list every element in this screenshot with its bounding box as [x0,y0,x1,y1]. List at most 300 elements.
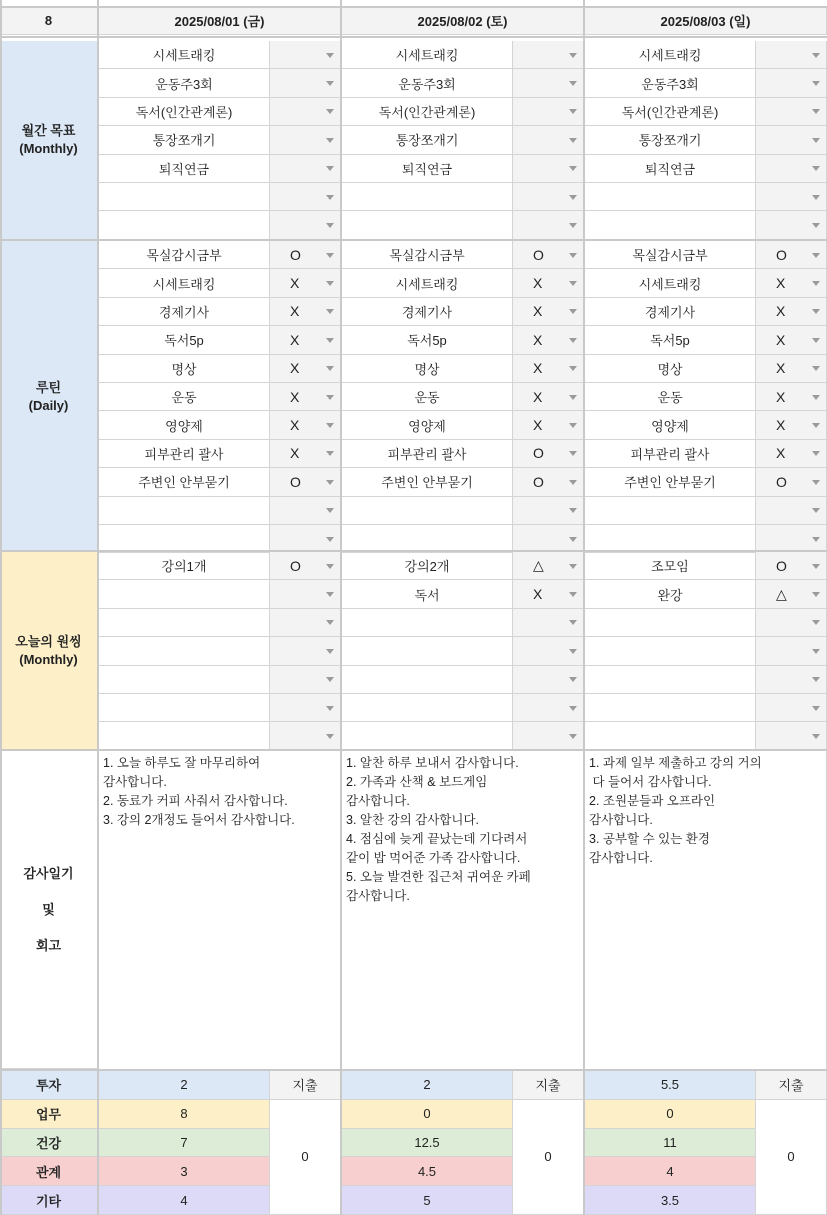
one-thing-item[interactable] [342,694,513,722]
goal-status-select[interactable] [513,126,584,154]
ledger-etc-value-text: 5 [423,1192,431,1208]
goal-item-text: 독서(인간관계론) [378,104,476,120]
one-thing-item[interactable] [99,580,270,608]
chevron-down-icon[interactable] [812,166,820,171]
ledger-health-value-text: 11 [663,1134,677,1150]
one-thing-item[interactable] [99,694,270,722]
routine-item[interactable] [99,383,270,411]
chevron-down-icon[interactable] [812,734,820,739]
routine-mark-select[interactable] [756,241,827,269]
goal-status-select[interactable] [513,211,584,239]
goal-status-select[interactable] [513,155,584,183]
chevron-down-icon[interactable] [569,451,577,456]
routine-item[interactable] [342,326,513,354]
goal-status-select[interactable] [270,69,341,97]
chevron-down-icon[interactable] [569,480,577,485]
goal-item[interactable] [585,126,756,154]
ledger-label-invest-text: 투자 [35,1078,62,1094]
routine-item[interactable] [99,269,270,297]
chevron-down-icon[interactable] [569,620,577,625]
chevron-down-icon[interactable] [812,109,820,114]
goal-item[interactable] [342,126,513,154]
one-thing-mark-select[interactable] [513,722,584,750]
goal-item-text: 운동주3회 [155,76,213,92]
routine-mark-select-text: O [290,473,301,490]
one-thing-item[interactable] [585,694,756,722]
one-thing-mark-select[interactable] [513,666,584,694]
chevron-down-icon[interactable] [326,537,334,542]
routine-mark-select[interactable] [513,440,584,468]
routine-mark-select[interactable] [270,355,341,383]
gratitude-diary-entry[interactable]: 1. 과제 일부 제출하고 강의 거의 다 들어서 감사합니다. 2. 조원분들과 오프라인 감사합니다. 3. 공부할 수 있는 환경 감사합니다. [585,751,827,1069]
chevron-down-icon[interactable] [569,649,577,654]
chevron-down-icon[interactable] [812,281,820,286]
routine-mark-select[interactable] [756,440,827,468]
goal-item-text: 시세트래킹 [395,48,459,64]
chevron-down-icon[interactable] [326,166,334,171]
routine-item[interactable] [585,241,756,269]
routine-mark-select[interactable] [756,355,827,383]
chevron-down-icon[interactable] [569,677,577,682]
goal-status-select[interactable] [756,69,827,97]
chevron-down-icon[interactable] [812,423,820,428]
chevron-down-icon[interactable] [812,451,820,456]
routine-mark-select-text: X [533,303,543,320]
routine-mark-select[interactable] [270,440,341,468]
routine-item-text: 시세트래킹 [152,276,216,292]
chevron-down-icon[interactable] [812,620,820,625]
goal-item-text: 운동주3회 [641,76,699,92]
one-thing-item[interactable] [342,666,513,694]
grid-divider [0,239,827,241]
routine-item-text: 운동 [171,390,197,406]
grid-divider [583,0,585,1215]
routine-item-text: 시세트래킹 [395,276,459,292]
goal-item[interactable] [99,41,270,69]
routine-mark-select[interactable] [513,269,584,297]
grid-divider [0,550,827,552]
one-thing-mark-select-text: △ [776,585,787,602]
routine-mark-select[interactable] [270,411,341,439]
routine-mark-select[interactable] [756,411,827,439]
goal-item[interactable] [342,183,513,211]
expense-header-text: 지출 [292,1078,318,1094]
goal-item[interactable] [99,183,270,211]
routine-item[interactable] [585,440,756,468]
ledger-label-health-text: 건강 [35,1135,62,1151]
ledger-relation-value[interactable] [342,1157,513,1186]
chevron-down-icon[interactable] [569,138,577,143]
routine-item[interactable] [342,355,513,383]
routine-item[interactable] [99,298,270,326]
chevron-down-icon[interactable] [569,537,577,542]
one-thing-item[interactable] [585,580,756,608]
routine-mark-select[interactable] [270,241,341,269]
ledger-invest-value-text: 5.5 [660,1077,680,1093]
goal-item-text: 독서(인간관계론) [135,104,233,120]
chevron-down-icon[interactable] [812,195,820,200]
ledger-work-value-text: 8 [180,1106,188,1122]
one-thing-mark-select[interactable] [513,580,584,608]
chevron-down-icon[interactable] [569,166,577,171]
routine-item-text: 피부관리 괄사 [630,446,710,462]
chevron-down-icon[interactable] [812,309,820,314]
chevron-down-icon[interactable] [812,253,820,258]
routine-item-text: 독서5p [407,333,447,349]
routine-item[interactable] [99,241,270,269]
chevron-down-icon[interactable] [812,537,820,542]
routine-mark-select[interactable] [270,383,341,411]
chevron-down-icon[interactable] [812,706,820,711]
chevron-down-icon[interactable] [569,109,577,114]
routine-mark-select-text: X [533,360,543,377]
chevron-down-icon[interactable] [326,253,334,258]
ledger-relation-value[interactable] [585,1157,756,1186]
chevron-down-icon[interactable] [326,423,334,428]
one-thing-mark-select[interactable] [756,722,827,750]
routine-item[interactable] [585,269,756,297]
expense-header-text: 지출 [778,1078,804,1094]
chevron-down-icon[interactable] [569,564,577,569]
chevron-down-icon[interactable] [569,338,577,343]
goal-item[interactable] [585,155,756,183]
chevron-down-icon[interactable] [812,338,820,343]
chevron-down-icon[interactable] [326,281,334,286]
chevron-down-icon[interactable] [812,649,820,654]
ledger-relation-value[interactable] [99,1157,270,1186]
ledger-etc-value[interactable] [585,1186,756,1215]
one-thing-item[interactable] [585,637,756,665]
routine-mark-select[interactable] [513,411,584,439]
routine-item[interactable] [342,497,513,525]
ledger-etc-value-text: 3.5 [660,1192,680,1208]
expense-header-text: 지출 [535,1078,561,1094]
one-thing-item[interactable] [342,722,513,750]
ledger-relation-value-text: 4 [666,1163,674,1179]
month-header-text: 8 [44,13,53,28]
routine-item[interactable] [585,298,756,326]
routine-item[interactable] [99,440,270,468]
routine-mark-select[interactable] [756,326,827,354]
goal-status-select[interactable] [270,183,341,211]
one-thing-item[interactable] [585,609,756,637]
routine-item[interactable] [585,468,756,496]
ledger-etc-value[interactable] [99,1186,270,1215]
routine-mark-select[interactable] [513,241,584,269]
one-thing-mark-select[interactable] [270,637,341,665]
chevron-down-icon[interactable] [569,734,577,739]
routine-item[interactable] [342,241,513,269]
date-header-text: 2025/08/03 (일) [660,14,751,29]
chevron-down-icon[interactable] [326,734,334,739]
routine-mark-select-text: X [776,417,786,434]
routine-mark-select-text: O [533,473,544,490]
chevron-down-icon[interactable] [326,649,334,654]
goal-status-select[interactable] [756,155,827,183]
ledger-work-value[interactable] [585,1100,756,1129]
routine-item-text: 명상 [414,361,440,377]
routine-mark-select-text: O [776,246,787,263]
expense-value[interactable] [756,1100,827,1215]
routine-item[interactable] [342,269,513,297]
one-thing-mark-select[interactable] [756,666,827,694]
routine-item[interactable] [585,355,756,383]
month-header [0,7,98,35]
section-gratitude-diary-line: 감사일기 [23,865,74,881]
chevron-down-icon[interactable] [812,138,820,143]
goal-item[interactable] [99,69,270,97]
goal-status-select[interactable] [756,41,827,69]
chevron-down-icon[interactable] [569,706,577,711]
one-thing-item[interactable] [99,666,270,694]
chevron-down-icon[interactable] [812,480,820,485]
chevron-down-icon[interactable] [326,195,334,200]
chevron-down-icon[interactable] [326,706,334,711]
chevron-down-icon[interactable] [812,508,820,513]
expense-value[interactable] [513,1100,584,1215]
chevron-down-icon[interactable] [569,309,577,314]
one-thing-mark-select[interactable] [756,580,827,608]
one-thing-item[interactable] [585,666,756,694]
goal-status-select[interactable] [270,98,341,126]
chevron-down-icon[interactable] [569,366,577,371]
chevron-down-icon[interactable] [326,480,334,485]
routine-mark-select-text: O [776,473,787,490]
chevron-down-icon[interactable] [569,423,577,428]
routine-item-text: 목실감시금부 [632,248,708,264]
goal-item[interactable] [99,126,270,154]
chevron-down-icon[interactable] [569,81,577,86]
routine-item[interactable] [585,497,756,525]
ledger-invest-value[interactable] [99,1071,270,1100]
goal-status-select[interactable] [756,98,827,126]
one-thing-mark-select[interactable] [270,552,341,580]
routine-mark-select[interactable] [270,497,341,525]
goal-item[interactable] [585,98,756,126]
routine-item[interactable] [99,411,270,439]
one-thing-mark-select[interactable] [270,580,341,608]
one-thing-item[interactable] [99,609,270,637]
chevron-down-icon[interactable] [326,223,334,228]
one-thing-mark-select[interactable] [270,722,341,750]
section-monthly-goals-line: 월간 목표 [21,122,76,138]
routine-item-text: 목실감시금부 [146,248,222,264]
gratitude-diary-entry[interactable]: 1. 오늘 하루도 잘 마무리하여 감사합니다. 2. 동료가 커피 사줘서 감사합니다. 3. 강의 2개정도 들어서 감사합니다. [99,751,341,1069]
chevron-down-icon[interactable] [326,508,334,513]
routine-mark-select[interactable] [756,383,827,411]
one-thing-mark-select[interactable] [513,609,584,637]
goal-status-select[interactable] [756,126,827,154]
chevron-down-icon[interactable] [326,620,334,625]
chevron-down-icon[interactable] [326,81,334,86]
goal-status-select[interactable] [270,155,341,183]
routine-item[interactable] [99,468,270,496]
chevron-down-icon[interactable] [569,592,577,597]
routine-item[interactable] [585,326,756,354]
one-thing-mark-select[interactable] [756,552,827,580]
one-thing-item[interactable] [342,637,513,665]
gratitude-diary-entry[interactable]: 1. 알찬 하루 보내서 감사합니다. 2. 가족과 산책 & 보드게임 감사합니다. 3. 알찬 강의 감사합니다. 4. 점심에 늦게 끝났는데 기다려서 같이 밥 먹어준 가족 감사합니다. 5. 오늘 발견한 집근처 귀여운 카페 감사합니다. [342,751,584,1069]
goal-item[interactable] [342,211,513,239]
ledger-health-value[interactable] [99,1129,270,1158]
chevron-down-icon[interactable] [569,53,577,58]
one-thing-mark-select[interactable] [270,609,341,637]
routine-mark-select[interactable] [270,269,341,297]
routine-mark-select[interactable] [270,326,341,354]
routine-item-text: 독서5p [650,333,690,349]
chevron-down-icon[interactable] [812,223,820,228]
routine-mark-select[interactable] [513,383,584,411]
ledger-label-invest [0,1071,98,1100]
chevron-down-icon[interactable] [812,53,820,58]
routine-mark-select[interactable] [756,497,827,525]
chevron-down-icon[interactable] [569,223,577,228]
chevron-down-icon[interactable] [569,281,577,286]
chevron-down-icon[interactable] [326,677,334,682]
routine-mark-select-text: X [290,388,300,405]
goal-status-select[interactable] [513,183,584,211]
goal-item[interactable] [99,155,270,183]
chevron-down-icon[interactable] [326,592,334,597]
goal-item[interactable] [585,41,756,69]
one-thing-mark-select[interactable] [513,552,584,580]
ledger-invest-value[interactable] [342,1071,513,1100]
chevron-down-icon[interactable] [326,366,334,371]
goal-item[interactable] [342,41,513,69]
chevron-down-icon[interactable] [812,81,820,86]
routine-item-text: 피부관리 괄사 [144,446,224,462]
ledger-label-relation-text: 관계 [35,1164,62,1180]
routine-mark-select[interactable] [513,355,584,383]
one-thing-item[interactable] [342,552,513,580]
chevron-down-icon[interactable] [326,309,334,314]
one-thing-item[interactable] [99,552,270,580]
routine-mark-select[interactable] [270,298,341,326]
chevron-down-icon[interactable] [812,564,820,569]
routine-mark-select-text: O [533,445,544,462]
chevron-down-icon[interactable] [569,508,577,513]
goal-status-select[interactable] [756,211,827,239]
chevron-down-icon[interactable] [326,395,334,400]
ledger-health-value[interactable] [342,1129,513,1158]
goal-status-select[interactable] [513,98,584,126]
goal-item[interactable] [342,98,513,126]
chevron-down-icon[interactable] [326,564,334,569]
expense-value[interactable] [270,1100,341,1215]
routine-mark-select[interactable] [513,298,584,326]
chevron-down-icon[interactable] [569,253,577,258]
goal-status-select[interactable] [756,183,827,211]
chevron-down-icon[interactable] [812,592,820,597]
one-thing-mark-select[interactable] [756,694,827,722]
goal-item[interactable] [585,69,756,97]
ledger-health-value-text: 7 [180,1134,188,1150]
routine-mark-select[interactable] [513,326,584,354]
routine-item[interactable] [342,411,513,439]
ledger-work-value[interactable] [342,1100,513,1129]
routine-mark-select[interactable] [513,468,584,496]
chevron-down-icon[interactable] [326,138,334,143]
routine-item[interactable] [342,440,513,468]
one-thing-item[interactable] [585,722,756,750]
routine-mark-select[interactable] [756,269,827,297]
routine-mark-select-text: X [533,275,543,292]
goal-status-select[interactable] [513,41,584,69]
goal-item[interactable] [342,69,513,97]
one-thing-mark-select[interactable] [756,609,827,637]
goal-status-select[interactable] [270,126,341,154]
chevron-down-icon[interactable] [326,53,334,58]
routine-item-text: 시세트래킹 [638,276,702,292]
one-thing-mark-select[interactable] [513,637,584,665]
chevron-down-icon[interactable] [569,395,577,400]
ledger-invest-value[interactable] [585,1071,756,1100]
one-thing-mark-select-text: △ [533,557,544,574]
chevron-down-icon[interactable] [812,395,820,400]
routine-item[interactable] [342,298,513,326]
goal-item[interactable] [99,98,270,126]
chevron-down-icon[interactable] [812,677,820,682]
routine-mark-select[interactable] [513,497,584,525]
one-thing-mark-select[interactable] [756,637,827,665]
routine-mark-select-text: X [290,417,300,434]
one-thing-mark-select[interactable] [270,666,341,694]
chevron-down-icon[interactable] [812,366,820,371]
routine-item[interactable] [342,383,513,411]
routine-item[interactable] [342,468,513,496]
routine-mark-select-text: X [290,445,300,462]
one-thing-item[interactable] [342,609,513,637]
routine-item[interactable] [585,411,756,439]
chevron-down-icon[interactable] [326,451,334,456]
one-thing-mark-select[interactable] [513,694,584,722]
goal-status-select[interactable] [270,211,341,239]
ledger-health-value[interactable] [585,1129,756,1158]
chevron-down-icon[interactable] [569,195,577,200]
routine-item[interactable] [585,383,756,411]
ledger-work-value[interactable] [99,1100,270,1129]
one-thing-mark-select[interactable] [270,694,341,722]
goal-item-text: 퇴직연금 [401,161,453,177]
routine-item[interactable] [99,497,270,525]
goal-item[interactable] [99,211,270,239]
routine-mark-select[interactable] [270,468,341,496]
chevron-down-icon[interactable] [326,109,334,114]
one-thing-item[interactable] [342,580,513,608]
routine-item-text: 피부관리 괄사 [387,446,467,462]
routine-mark-select-text: X [533,331,543,348]
one-thing-item[interactable] [99,722,270,750]
routine-item[interactable] [99,355,270,383]
routine-mark-select[interactable] [756,298,827,326]
goal-item[interactable] [585,211,756,239]
routine-mark-select[interactable] [756,468,827,496]
routine-item[interactable] [99,326,270,354]
goal-status-select[interactable] [270,41,341,69]
goal-item[interactable] [585,183,756,211]
ledger-invest-value-text: 2 [423,1077,431,1093]
one-thing-mark-select-text: O [776,557,787,574]
goal-status-select[interactable] [513,69,584,97]
chevron-down-icon[interactable] [326,338,334,343]
ledger-label-work [0,1100,98,1129]
ledger-etc-value[interactable] [342,1186,513,1215]
one-thing-item[interactable] [99,637,270,665]
one-thing-item[interactable] [585,552,756,580]
goal-item[interactable] [342,155,513,183]
routine-mark-select-text: X [776,275,786,292]
grid-divider [0,6,827,8]
